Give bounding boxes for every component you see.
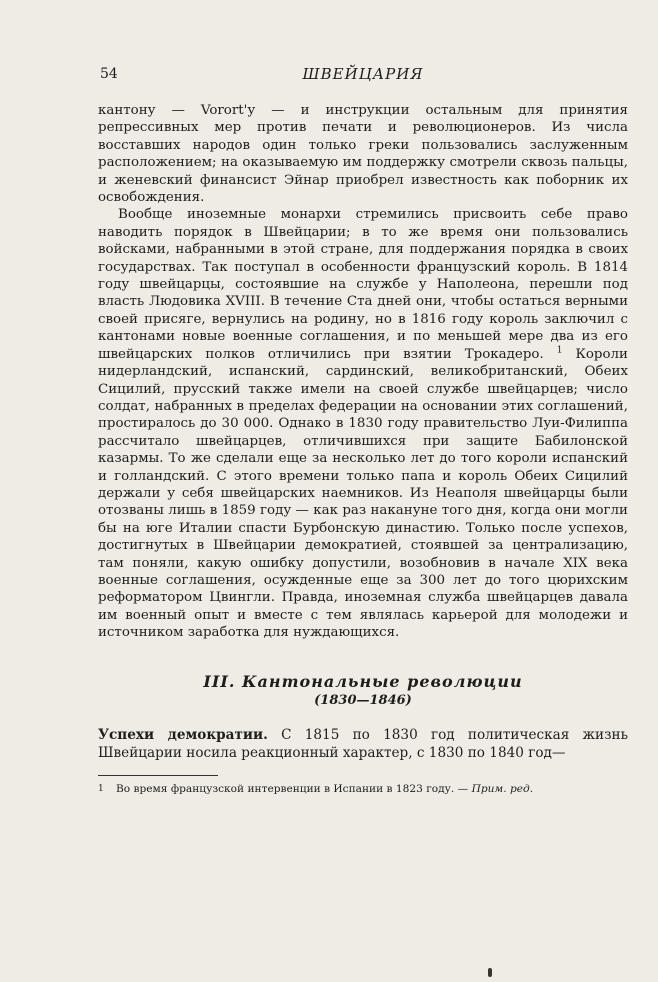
- running-title: ШВЕЙЦАРИЯ: [302, 65, 424, 83]
- scan-speck: [488, 968, 492, 977]
- paragraph-2-part-a: Вообще иноземные монархи стремились присвоить себе право наводить порядок в Швейцарии; в то же время они пользовались войсками, набранными в этой стране, для поддержания порядка в своих государствах. Так поступал в особенности французский король. В 1814 году швейцарцы, состоявшие на службе у Наполеона, перешли под власть Людовика XVIII. В течение Ста дней они, чтобы остаться верными своей присяге, вернулись на родину, но в 1816 году король заключил с кантонами новые военные соглашения, и по меньшей мере два из его швейцарских полков отличились при взятии Трокадеро.: [98, 207, 628, 362]
- paragraph-2: [98, 206, 628, 641]
- footnote-divider: [98, 775, 218, 776]
- page-header: [98, 62, 628, 88]
- footnote-editor-note: Прим. ред.: [471, 783, 534, 796]
- footnote-mark: 1: [98, 784, 104, 795]
- section-years: (1830—1846): [314, 692, 412, 708]
- paragraph-3: [98, 726, 628, 762]
- footnote-text: Во время французской интервенции в Испании в 1823 году. —: [116, 783, 469, 796]
- page: [98, 62, 628, 796]
- paragraph-3-text: С 1815 по 1830 год политическая жизнь Швейцарии носила реакционный характер, с 1830 по 1840 год—: [98, 726, 628, 761]
- section-title: III. Кантональные революции: [203, 671, 523, 691]
- section-heading: [98, 672, 628, 708]
- paragraph-2-part-b: Короли нидерландский, испанский, сардинский, великобританский, Обеих Сицилий, прусский также имели на своей службе швейцарцев; число солдат, набранных в пределах федерации на основании этих соглашений, простиралось до 30 000. Однако в 1830 году правительство Луи-Филиппа рассчитало швейцарцев, отличившихся при защите Бабилонской казармы. То же сделали еще за несколько лет до того короли испанский и голландский. С этого времени только папа и король Обеих Сицилий держали у себя швейцарских наемников. Из Неаполя швейцарцы были отозваны лишь в 1859 году — как раз накануне того дня, когда они могли бы на юге Италии спасти Бурбонскую династию. Только после успехов, достигнутых в Швейцарии демократией, стоявшей за централизацию, там поняли, какую ошибку допустили, возобновив в начале XIX века военные соглашения, осужденные еще за 300 лет до того цюрихским реформатором Цвингли. Правда, иноземная служба швейцарцев давала им военный опыт и вместе с тем являлась карьерой для молодежи и источником заработка для нуждающихся.: [98, 346, 628, 641]
- body-text: [98, 102, 628, 642]
- run-in-heading: Успехи демократии.: [98, 726, 268, 743]
- footnote: [98, 782, 628, 796]
- page-number: 54: [100, 66, 118, 82]
- paragraph-1: кантону — Vorort'у — и инструкции остальным для принятия репрессивных мер против печати и революционеров. Из числа восставших народов один только греки пользовались заслуженным расположением; на оказываемую им поддержку смотрели сквозь пальцы, и женевский финансист Эйнар приобрел известность как поборник их освобождения.: [98, 103, 628, 206]
- footnote-reference[interactable]: 1: [556, 345, 563, 356]
